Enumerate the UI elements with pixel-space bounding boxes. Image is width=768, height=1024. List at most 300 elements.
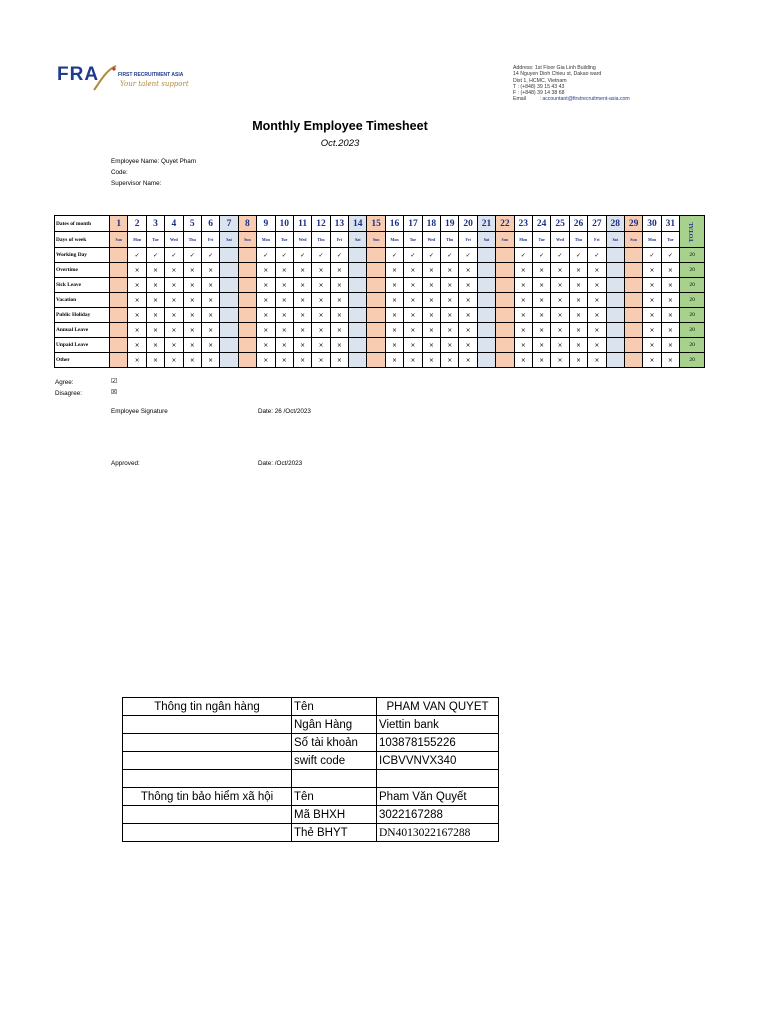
- empty-cell: [624, 323, 642, 338]
- empty-cell: [220, 308, 238, 323]
- mark-cell: ×: [569, 278, 587, 293]
- period-subtitle: Oct.2023: [320, 138, 360, 149]
- empty-cell: [496, 353, 514, 368]
- mark-cell: ✓: [422, 248, 440, 263]
- mark-cell: ×: [312, 263, 330, 278]
- mark-cell: ×: [441, 323, 459, 338]
- mark-cell: ×: [293, 323, 311, 338]
- date-cell: 20: [459, 216, 477, 232]
- address-line: Address: 1st Floor Gia Linh Building: [513, 65, 596, 71]
- mark-cell: ×: [330, 308, 348, 323]
- section-label: [123, 716, 292, 734]
- mark-cell: ✓: [293, 248, 311, 263]
- row-label: Public Holiday: [55, 308, 110, 323]
- empty-cell: [624, 263, 642, 278]
- field-label: [292, 770, 377, 788]
- timesheet-row: [55, 248, 705, 263]
- empty-cell: [606, 323, 624, 338]
- mark-cell: ×: [404, 323, 422, 338]
- mark-cell: ×: [165, 308, 183, 323]
- mark-cell: ×: [551, 338, 569, 353]
- mark-cell: ×: [146, 323, 164, 338]
- mark-cell: ×: [275, 293, 293, 308]
- mark-cell: ✓: [385, 248, 403, 263]
- bank-row: [123, 824, 499, 842]
- mark-cell: ×: [551, 263, 569, 278]
- mark-cell: ×: [532, 308, 550, 323]
- timesheet-row: [55, 323, 705, 338]
- mark-cell: ×: [385, 293, 403, 308]
- mark-cell: ×: [588, 308, 606, 323]
- mark-cell: ×: [569, 338, 587, 353]
- empty-cell: [496, 323, 514, 338]
- empty-cell: [606, 338, 624, 353]
- mark-cell: ×: [183, 293, 201, 308]
- empty-cell: [220, 278, 238, 293]
- date-cell: 16: [385, 216, 403, 232]
- agree-checkbox[interactable]: ☑: [111, 377, 118, 385]
- empty-cell: [367, 293, 385, 308]
- empty-cell: [349, 338, 367, 353]
- mark-cell: ✓: [257, 248, 275, 263]
- weekday-cell: Sun: [367, 232, 385, 248]
- mark-cell: ×: [128, 308, 146, 323]
- bank-row: [123, 734, 499, 752]
- date-cell: 24: [532, 216, 550, 232]
- mark-cell: ×: [128, 263, 146, 278]
- mark-cell: ×: [661, 353, 679, 368]
- mark-cell: ×: [312, 353, 330, 368]
- mark-cell: ×: [312, 323, 330, 338]
- weekday-cell: Thu: [569, 232, 587, 248]
- mark-cell: ×: [183, 353, 201, 368]
- empty-cell: [624, 248, 642, 263]
- empty-cell: [624, 308, 642, 323]
- section-label: [123, 806, 292, 824]
- field-label: Thẻ BHYT: [292, 824, 377, 842]
- mark-cell: ✓: [275, 248, 293, 263]
- bank-row: [123, 752, 499, 770]
- bank-row: [123, 770, 499, 788]
- row-label: Overtime: [55, 263, 110, 278]
- mark-cell: ×: [441, 338, 459, 353]
- mark-cell: ×: [643, 278, 661, 293]
- logo-subtitle: FIRST RECRUITMENT ASIA: [118, 72, 184, 78]
- section-label: Thông tin bảo hiểm xã hội: [123, 788, 292, 806]
- disagree-label: Disagree:: [55, 390, 82, 397]
- empty-cell: [349, 278, 367, 293]
- mark-cell: ✓: [330, 248, 348, 263]
- mark-cell: ✓: [551, 248, 569, 263]
- weekday-cell: Tue: [275, 232, 293, 248]
- mark-cell: ✓: [643, 248, 661, 263]
- empty-cell: [238, 278, 256, 293]
- bank-row: [123, 716, 499, 734]
- mark-cell: ×: [514, 338, 532, 353]
- date-cell: 21: [477, 216, 495, 232]
- mark-cell: ×: [404, 353, 422, 368]
- empty-cell: [238, 323, 256, 338]
- mark-cell: ×: [643, 293, 661, 308]
- empty-cell: [220, 353, 238, 368]
- mark-cell: ✓: [128, 248, 146, 263]
- employee-name: Employee Name: Quyet Pham: [111, 158, 197, 165]
- mark-cell: ×: [183, 308, 201, 323]
- weekday-cell: Tue: [661, 232, 679, 248]
- mark-cell: ×: [385, 308, 403, 323]
- mark-cell: ×: [201, 353, 219, 368]
- total-header: [680, 216, 705, 248]
- timesheet-row: [55, 338, 705, 353]
- mark-cell: ×: [128, 353, 146, 368]
- field-value: 103878155226: [377, 734, 499, 752]
- empty-cell: [349, 248, 367, 263]
- mark-cell: ×: [146, 338, 164, 353]
- row-label: Annual Leave: [55, 323, 110, 338]
- empty-cell: [349, 293, 367, 308]
- field-label: Mã BHXH: [292, 806, 377, 824]
- supervisor-name: Supervisor Name:: [111, 180, 162, 187]
- field-value: PHAM VAN QUYET: [377, 698, 499, 716]
- mark-cell: ×: [146, 353, 164, 368]
- mark-cell: ×: [293, 278, 311, 293]
- empty-cell: [367, 338, 385, 353]
- mark-cell: ×: [183, 338, 201, 353]
- mark-cell: ×: [165, 278, 183, 293]
- mark-cell: ✓: [183, 248, 201, 263]
- mark-cell: ×: [201, 308, 219, 323]
- mark-cell: ×: [330, 293, 348, 308]
- empty-cell: [220, 263, 238, 278]
- mark-cell: ×: [422, 338, 440, 353]
- section-label: [123, 824, 292, 842]
- weekday-cell: Wed: [551, 232, 569, 248]
- weekday-cell: Thu: [312, 232, 330, 248]
- empty-cell: [110, 323, 128, 338]
- empty-cell: [624, 338, 642, 353]
- mark-cell: ×: [661, 263, 679, 278]
- mark-cell: ×: [146, 308, 164, 323]
- mark-cell: ×: [459, 278, 477, 293]
- fax-line: F : (+848) 39 14 38 68: [513, 90, 565, 97]
- empty-cell: [477, 308, 495, 323]
- mark-cell: ×: [275, 323, 293, 338]
- mark-cell: ×: [330, 263, 348, 278]
- field-value: [377, 770, 499, 788]
- row-total: 20: [680, 338, 705, 353]
- empty-cell: [110, 248, 128, 263]
- empty-cell: [606, 263, 624, 278]
- weekday-cell: Wed: [165, 232, 183, 248]
- timesheet-table: [54, 215, 705, 368]
- empty-cell: [349, 308, 367, 323]
- row-total: 20: [680, 293, 705, 308]
- days-of-week-label: Days of week: [55, 232, 110, 248]
- email-link[interactable]: : accountant@firstrecruitment-asia.com: [539, 96, 630, 103]
- date-cell: 28: [606, 216, 624, 232]
- mark-cell: ×: [201, 278, 219, 293]
- date-cell: 30: [643, 216, 661, 232]
- empty-cell: [477, 278, 495, 293]
- mark-cell: ×: [128, 278, 146, 293]
- empty-cell: [349, 353, 367, 368]
- mark-cell: ×: [385, 353, 403, 368]
- mark-cell: ×: [146, 293, 164, 308]
- weekday-cell: Mon: [514, 232, 532, 248]
- mark-cell: ×: [514, 263, 532, 278]
- weekday-cell: Mon: [643, 232, 661, 248]
- mark-cell: ×: [201, 263, 219, 278]
- mark-cell: ×: [569, 293, 587, 308]
- empty-cell: [624, 278, 642, 293]
- row-label: Vacation: [55, 293, 110, 308]
- disagree-checkbox[interactable]: ☒: [111, 388, 118, 396]
- empty-cell: [624, 353, 642, 368]
- mark-cell: ×: [257, 263, 275, 278]
- employee-code: Code:: [111, 169, 128, 176]
- mark-cell: ×: [404, 293, 422, 308]
- mark-cell: ✓: [201, 248, 219, 263]
- mark-cell: ×: [532, 278, 550, 293]
- empty-cell: [606, 248, 624, 263]
- row-label: Working Day: [55, 248, 110, 263]
- empty-cell: [238, 263, 256, 278]
- mark-cell: ×: [514, 293, 532, 308]
- empty-cell: [496, 338, 514, 353]
- mark-cell: ×: [330, 338, 348, 353]
- mark-cell: ×: [569, 263, 587, 278]
- empty-cell: [220, 338, 238, 353]
- field-value: Viettin bank: [377, 716, 499, 734]
- date-cell: 12: [312, 216, 330, 232]
- date-cell: 5: [183, 216, 201, 232]
- empty-cell: [110, 278, 128, 293]
- weekday-cell: Sun: [110, 232, 128, 248]
- mark-cell: ×: [532, 293, 550, 308]
- date-cell: 27: [588, 216, 606, 232]
- mark-cell: ×: [459, 308, 477, 323]
- empty-cell: [624, 293, 642, 308]
- empty-cell: [367, 278, 385, 293]
- row-label: Unpaid Leave: [55, 338, 110, 353]
- empty-cell: [367, 308, 385, 323]
- bank-row: [123, 788, 499, 806]
- weekday-cell: Fri: [201, 232, 219, 248]
- mark-cell: ✓: [569, 248, 587, 263]
- mark-cell: ×: [312, 338, 330, 353]
- empty-cell: [367, 263, 385, 278]
- mark-cell: ✓: [459, 248, 477, 263]
- mark-cell: ×: [661, 338, 679, 353]
- empty-cell: [477, 323, 495, 338]
- mark-cell: ×: [257, 308, 275, 323]
- row-total: 20: [680, 263, 705, 278]
- empty-cell: [477, 248, 495, 263]
- mark-cell: ✓: [661, 248, 679, 263]
- mark-cell: ×: [312, 308, 330, 323]
- timesheet-row: [55, 353, 705, 368]
- logo-swoosh-icon: [92, 64, 118, 92]
- dates-row: [55, 216, 705, 232]
- mark-cell: ×: [293, 293, 311, 308]
- company-logo: FRA: [57, 64, 100, 85]
- mark-cell: ×: [183, 323, 201, 338]
- weekday-cell: Tue: [404, 232, 422, 248]
- mark-cell: ×: [165, 353, 183, 368]
- mark-cell: ×: [551, 308, 569, 323]
- mark-cell: ×: [661, 278, 679, 293]
- row-label: Other: [55, 353, 110, 368]
- mark-cell: ×: [551, 278, 569, 293]
- empty-cell: [496, 278, 514, 293]
- weekday-cell: Thu: [441, 232, 459, 248]
- weekday-cell: Fri: [459, 232, 477, 248]
- mark-cell: ×: [514, 353, 532, 368]
- empty-cell: [110, 293, 128, 308]
- empty-cell: [477, 338, 495, 353]
- weekday-cell: Sun: [624, 232, 642, 248]
- date-cell: 17: [404, 216, 422, 232]
- weekdays-row: [55, 232, 705, 248]
- mark-cell: ×: [385, 323, 403, 338]
- page-title: Monthly Employee Timesheet: [252, 119, 428, 133]
- mark-cell: ×: [128, 323, 146, 338]
- date-cell: 4: [165, 216, 183, 232]
- address-line: 14 Nguyen Dinh Chieu st, Dakao ward: [513, 71, 602, 78]
- mark-cell: ×: [165, 338, 183, 353]
- mark-cell: ×: [459, 263, 477, 278]
- mark-cell: ×: [441, 308, 459, 323]
- mark-cell: ×: [128, 338, 146, 353]
- mark-cell: ×: [588, 278, 606, 293]
- weekday-cell: Fri: [330, 232, 348, 248]
- field-value: DN4013022167288: [377, 824, 499, 842]
- mark-cell: ×: [275, 308, 293, 323]
- approved-date: Date: /Oct/2023: [258, 460, 303, 467]
- mark-cell: ×: [257, 338, 275, 353]
- empty-cell: [110, 263, 128, 278]
- mark-cell: ×: [404, 278, 422, 293]
- mark-cell: ✓: [588, 248, 606, 263]
- dates-of-month-label: Dates of month: [55, 216, 110, 232]
- employee-signature-label: Employee Signature: [111, 408, 168, 415]
- mark-cell: ×: [330, 353, 348, 368]
- email-line: [513, 96, 630, 102]
- mark-cell: ×: [275, 263, 293, 278]
- mark-cell: ×: [293, 263, 311, 278]
- row-label: Sick Leave: [55, 278, 110, 293]
- mark-cell: ×: [569, 323, 587, 338]
- mark-cell: ×: [330, 278, 348, 293]
- weekday-cell: Wed: [422, 232, 440, 248]
- mark-cell: ×: [293, 308, 311, 323]
- weekday-cell: Fri: [588, 232, 606, 248]
- mark-cell: ×: [643, 353, 661, 368]
- mark-cell: ×: [514, 308, 532, 323]
- mark-cell: ×: [661, 308, 679, 323]
- weekday-cell: Tue: [532, 232, 550, 248]
- empty-cell: [367, 353, 385, 368]
- mark-cell: ×: [459, 323, 477, 338]
- mark-cell: ×: [385, 278, 403, 293]
- date-cell: 10: [275, 216, 293, 232]
- mark-cell: ×: [661, 323, 679, 338]
- weekday-cell: Sat: [349, 232, 367, 248]
- bank-info-table: [122, 697, 499, 842]
- weekday-cell: Wed: [293, 232, 311, 248]
- mark-cell: ✓: [312, 248, 330, 263]
- weekday-cell: Sun: [238, 232, 256, 248]
- mark-cell: ×: [661, 293, 679, 308]
- logo-tagline: Your talent support: [120, 80, 189, 88]
- weekday-cell: Sun: [496, 232, 514, 248]
- date-cell: 13: [330, 216, 348, 232]
- empty-cell: [477, 293, 495, 308]
- mark-cell: ×: [128, 293, 146, 308]
- mark-cell: ✓: [441, 248, 459, 263]
- field-label: Tên: [292, 698, 377, 716]
- mark-cell: ×: [588, 338, 606, 353]
- timesheet-row: [55, 293, 705, 308]
- empty-cell: [496, 308, 514, 323]
- mark-cell: ×: [146, 263, 164, 278]
- mark-cell: ×: [385, 338, 403, 353]
- date-cell: 1: [110, 216, 128, 232]
- date-cell: 9: [257, 216, 275, 232]
- mark-cell: ×: [422, 353, 440, 368]
- mark-cell: ×: [569, 308, 587, 323]
- mark-cell: ×: [588, 293, 606, 308]
- company-address: [513, 65, 630, 103]
- mark-cell: ×: [532, 263, 550, 278]
- weekday-cell: Mon: [257, 232, 275, 248]
- empty-cell: [238, 308, 256, 323]
- mark-cell: ×: [643, 323, 661, 338]
- mark-cell: ×: [459, 338, 477, 353]
- row-total: 20: [680, 308, 705, 323]
- date-cell: 8: [238, 216, 256, 232]
- mark-cell: ×: [459, 353, 477, 368]
- mark-cell: ×: [257, 293, 275, 308]
- date-cell: 11: [293, 216, 311, 232]
- date-cell: 2: [128, 216, 146, 232]
- mark-cell: ×: [257, 323, 275, 338]
- empty-cell: [110, 338, 128, 353]
- section-label: [123, 770, 292, 788]
- empty-cell: [606, 278, 624, 293]
- row-total: 20: [680, 278, 705, 293]
- empty-cell: [349, 323, 367, 338]
- date-cell: 3: [146, 216, 164, 232]
- mark-cell: ✓: [404, 248, 422, 263]
- mark-cell: ×: [404, 338, 422, 353]
- mark-cell: ×: [146, 278, 164, 293]
- date-cell: 29: [624, 216, 642, 232]
- mark-cell: ×: [441, 293, 459, 308]
- field-label: Số tài khoản: [292, 734, 377, 752]
- empty-cell: [238, 248, 256, 263]
- mark-cell: ×: [441, 263, 459, 278]
- mark-cell: ×: [201, 293, 219, 308]
- mark-cell: ×: [293, 353, 311, 368]
- row-total: 20: [680, 353, 705, 368]
- mark-cell: ✓: [514, 248, 532, 263]
- mark-cell: ×: [330, 323, 348, 338]
- timesheet-row: [55, 278, 705, 293]
- mark-cell: ×: [257, 278, 275, 293]
- mark-cell: ×: [404, 308, 422, 323]
- mark-cell: ×: [532, 338, 550, 353]
